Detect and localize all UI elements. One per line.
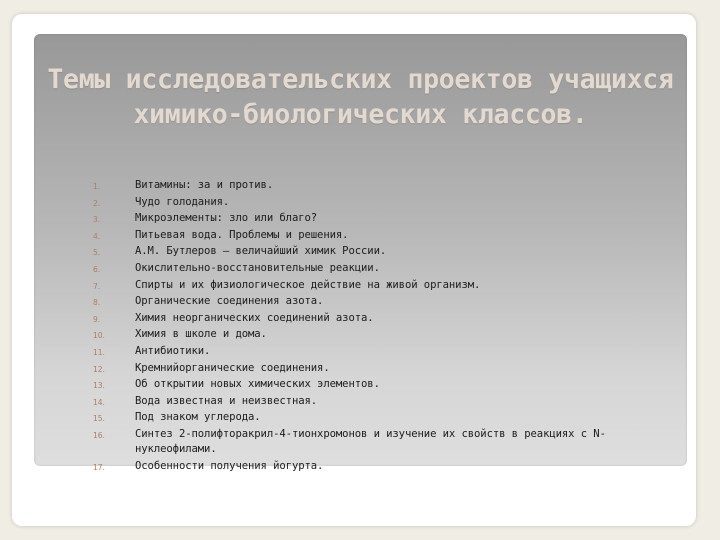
- list-item-text: Синтез 2-полифторакрил-4-тионхромонов и изучение их свойств в реакциях с N-нуклеофилами.: [135, 427, 606, 455]
- list-item-number: 6.: [93, 264, 101, 274]
- list-item-number: 15.: [93, 414, 105, 424]
- list-item-text: Химия в школе и дома.: [135, 328, 267, 341]
- list-item-number: 2.: [93, 198, 101, 208]
- list-item-number: 14.: [93, 397, 105, 407]
- list-item-number: 1.: [93, 182, 101, 191]
- list-item-text: Органические соединения азота.: [135, 295, 324, 308]
- list-item-text: Окислительно-восстановительные реакции.: [135, 261, 380, 274]
- list-item-number: 5.: [93, 248, 101, 258]
- list-item-text: Питьевая вода. Проблемы и решения.: [135, 228, 349, 241]
- list-item-text: Под знаком углерода.: [135, 411, 261, 424]
- list-item-number: 11.: [93, 347, 105, 357]
- list-item-text: Чудо голодания.: [135, 195, 230, 208]
- list-item-number: 3.: [93, 215, 101, 225]
- list-item-number: 12.: [93, 364, 105, 374]
- list-item-text: Антибиотики.: [135, 344, 211, 357]
- list-item-text: Об открытии новых химических элементов.: [135, 378, 380, 391]
- list-item-number: 10.: [93, 331, 105, 341]
- list-item-text: Вода известная и неизвестная.: [135, 394, 318, 407]
- list-item-text: А.М. Бутлеров – величайший химик России.: [135, 245, 387, 258]
- list-item-number: 8.: [93, 298, 101, 308]
- list-item-number: 4.: [93, 231, 101, 241]
- list-item-text: Кремнийорганические соединения.: [135, 361, 330, 374]
- list-item-text: Спирты и их физиологическое действие на живой организм.: [135, 278, 481, 291]
- slide-title: Темы исследовательских проектов учащихся химико-биологических классов.: [47, 64, 674, 130]
- list-item-text: Особенности получения йогурта.: [135, 459, 324, 472]
- list-item-text: Химия неорганических соединений азота.: [135, 311, 374, 324]
- list-item-number: 9.: [93, 314, 101, 324]
- list-item-number: 17.: [93, 462, 105, 472]
- list-item-number: 7.: [93, 281, 101, 291]
- list-item-number: 16.: [93, 430, 105, 440]
- list-item-number: 13.: [93, 381, 105, 391]
- list-item-text: Микроэлементы: зло или благо?: [135, 212, 318, 225]
- list-item-text: Витамины: за и против.: [135, 179, 274, 191]
